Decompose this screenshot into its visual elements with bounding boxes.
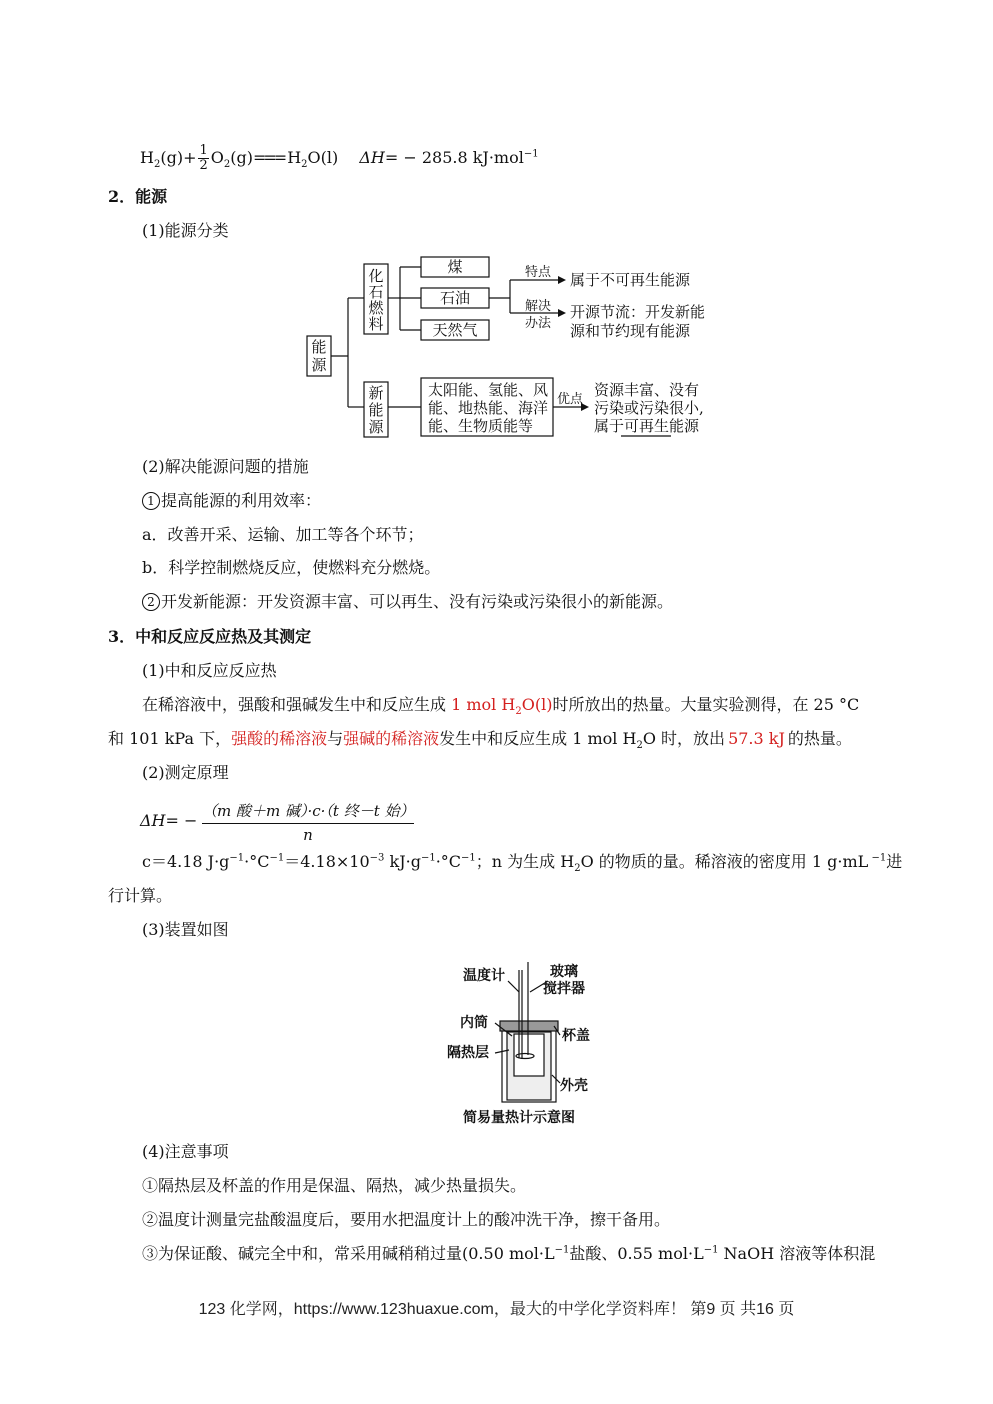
label-stirrer-2: 搅拌器	[543, 981, 585, 997]
new-char-2: 能	[368, 401, 384, 419]
solve-text-1: 开源节流：开发新能	[570, 303, 706, 321]
s3-sub2: (2)测定原理	[142, 763, 229, 782]
formula-denominator: n	[303, 826, 313, 844]
adv-text-3: 属于可再生能源	[594, 417, 700, 435]
fossil-char-4: 料	[368, 315, 384, 333]
s2-item2: 2 开发新能源：开发资源丰富、可以再生、没有污染或污染很小的新能源。	[142, 592, 673, 612]
new-char-1: 新	[368, 384, 384, 402]
adv-text-1: 资源丰富、没有	[594, 381, 700, 399]
fossil-char-3: 燃	[368, 299, 384, 317]
solve-text-2: 源和节约现有能源	[570, 322, 691, 340]
label-inner-cup: 内筒	[460, 1015, 488, 1031]
label-shell: 外壳	[560, 1078, 588, 1094]
s3-sub1: (1)中和反应反应热	[142, 661, 277, 680]
fossil-char-2: 石	[368, 283, 384, 301]
specific-heat-line: c＝4.18 $J\cdot g^{-1}\cdot^\circ C^{-1}=4.18\times 10^{-3}$ $kJ\cdot g^{-1}\cdot^\circ C^{-1}$；n 为生成 $H_2O$ 的物质的量。稀溶液的密度用 1 g·mL $^{-1}$进	[142, 852, 903, 875]
s3-sub3: (3)装置如图	[142, 920, 229, 939]
feature-tag: 特点	[524, 265, 552, 280]
label-stirrer-1: 玻璃	[550, 964, 578, 980]
note-3: ③为保证酸、碱完全中和，常采用碱稍稍过量(0.50 $mol\cdot L^{-1}$盐酸、0.55 $mol\cdot L^{-1}$ NaOH 溶液等体积混	[142, 1244, 876, 1263]
specific-heat-line2: 行计算。	[108, 886, 173, 905]
newlist-1: 太阳能、氢能、风	[428, 381, 549, 399]
s2-item-b: b．科学控制燃烧反应，使燃料充分燃烧。	[142, 558, 441, 577]
s3-para-line1: 在稀溶液中，强酸和强碱发生中和反应生成 1 mol $H_2O(l)$时所放出的热量。大量实验测得，在 25 °C	[142, 695, 860, 718]
note-2: ②温度计测量完盐酸温度后，要用水把温度计上的酸冲洗干净，擦干备用。	[142, 1210, 671, 1229]
circled-number-1: 1	[142, 492, 160, 510]
formula-numerator: （m 酸＋m 碱）·c·（t 终－t 始）	[202, 800, 414, 824]
thermo-equation: $H_2(g)+$ $\frac{1}{2}$ $O_2(g)=== H_2O(l) \Delta H= - 285.8$ kJ·mol$^{-1}$	[140, 143, 539, 173]
note-1: ①隔热层及杯盖的作用是保温、隔热，减少热量损失。	[142, 1176, 527, 1195]
label-insulation: 隔热层	[447, 1045, 489, 1061]
oil-label: 石油	[439, 289, 471, 307]
newlist-2: 能、地热能、海洋	[428, 399, 549, 417]
solve-tag-1: 解决	[524, 299, 552, 314]
section-3-title: 3．中和反应反应热及其测定	[108, 627, 312, 646]
root-char-1: 能	[311, 338, 327, 356]
label-thermometer: 温度计	[463, 968, 505, 984]
label-lid: 杯盖	[562, 1028, 590, 1044]
fraction-one-half: $\frac{1}{2}$	[199, 143, 208, 173]
formula-lhs: ΔH= −	[140, 811, 198, 830]
s3-para-line2: 和 101 kPa 下，强酸的稀溶液与强碱的稀溶液发生中和反应生成 1 mol $H_2O$ 时，放出 57.3 kJ 的热量。	[108, 729, 852, 752]
s3-sub4: (4)注意事项	[142, 1142, 229, 1161]
section-2-title: 2．能源	[108, 187, 168, 206]
newlist-3: 能、生物质能等	[428, 417, 534, 435]
figure-caption: 简易量热计示意图	[463, 1110, 575, 1126]
gas-label: 天然气	[432, 321, 478, 339]
adv-tag: 优点	[556, 392, 584, 407]
page-footer: 123 化学网，https://www.123huaxue.com，最大的中学化学资料库！ 第9 页 共16 页	[198, 1301, 795, 1318]
circled-number-2: 2	[142, 593, 160, 611]
s2-sub1: (1)能源分类	[142, 221, 229, 240]
s2-sub2: (2)解决能源问题的措施	[142, 457, 309, 476]
root-char-2: 源	[311, 356, 327, 374]
adv-text-2: 污染或污染很小,	[594, 399, 704, 417]
new-char-3: 源	[368, 418, 384, 436]
solve-tag-2: 办法	[524, 316, 552, 331]
s2-item1: 1 提高能源的利用效率：	[142, 491, 321, 511]
fossil-char-1: 化	[368, 267, 384, 285]
coal-label: 煤	[447, 258, 463, 276]
s2-item-a: a．改善开采、运输、加工等各个环节；	[142, 525, 424, 544]
feature-text: 属于不可再生能源	[570, 271, 691, 289]
